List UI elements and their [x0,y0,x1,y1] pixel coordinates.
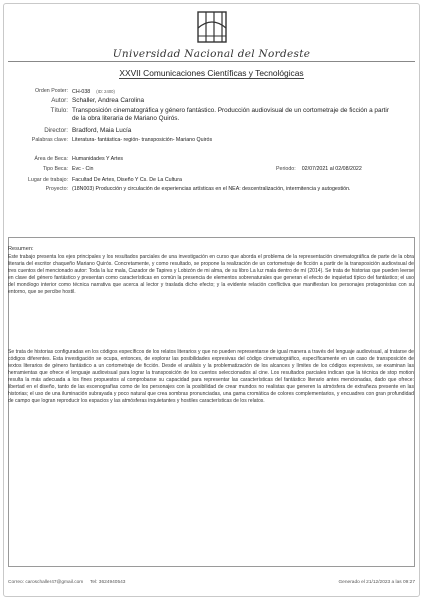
resumen-label: Resumen: [8,246,34,252]
keywords-label: Palabras clave: [31,137,68,143]
resumen-paragraph-2: Se trata de historias configuradas en los códigos específicos de los relatos literarios y que no pueden representarse de igual manera a través del lenguaje audiovisual, al tratarse de códigos diferentes. Esta investigación se ocupa, entonces, de explorar las posibilidades expresivas del código cinematográfico, específicamente en un caso de transposición de textos literarios de género fantástico a un cortometraje de ficción. Desde el análisis y la problematización de los alcances y límites de los códigos expresivos, se examinan las herramientas que ofrece el lenguaje audiovisual para lograr la transposición de los cuentos seleccionados al cine. Los resultados parciales indican que la técnica de stop motion resulta la más adecuada a los fines propuestos al comprobarse su capacidad para representar las características del fantástico literario antes mencionadas, dado que ofrece: libertad en el diseño, tanto de las escenografías como de los personajes con la posibilidad de crear mundos no realistas que generen la atmósfera de extrañeza presente en las historias; el uso de una iluminación subrayada y poco natural que crea sombras pronunciadas, una gama cromática de colores complementarios, y encuadres con gran profundidad de campo que logran reproducir los espacios y las atmósferas inquietantes y hostiles características de los relatos. [8,349,414,404]
periodo-label: Periodo: [276,166,296,172]
title-label: Título: [50,107,68,114]
order-label: Orden Poster: [35,88,68,94]
author-value: Schaller, Andrea Carolina [72,97,145,104]
resumen-paragraph-1: Este trabajo presenta los ejes principales y los resultados parciales de una investigación en curso que aborda el problema de la representación cinematográfica de parte de la obra literaria del escritor chaqueño Mariano Quirós. Concretamente, y como resultado, se propone la realización de un cortometraje de ficción a partir de la transposición audiovisual de tres cuentos del mencionado autor: Toda la luz mala, Cazador de Tapires y Lobizón de mi alma, de su libro La luz mala dentro de mí (2014). Se trata de historias que pueden leerse en clave del género fantástico y presentan como características en común la presencia de elementos sobrenaturales que generan el efecto de inquietud típico del fantástico; el uso del monólogo interior como técnica narrativa que acerca al lector y traslada dicho efecto; y la evidente relación conflictiva que manifiestan los personajes protagonistas con su entorno, que se percibe hostil. [8,254,414,295]
order-value [72,88,115,96]
director-label: Director: [44,127,68,134]
university-logo [0,8,423,46]
lugar-label: Lugar de trabajo: [27,177,68,183]
title-value: Transposición cinematográfica y género fantástico. Producción audiovisual de un cortometraje de ficción a partir de la obra literaria de Mariano Quirós. [72,107,389,123]
keywords-value: Literatura- fantástica- región- transposición- Mariano Quirós [72,137,213,143]
order-id: (ID: 2400) [96,89,115,94]
proyecto-label: Proyecto: [45,186,68,192]
footer-email: Correo: caroschaller47@gmail.com [8,580,84,585]
proyecto-value: (18N003) Producción y circulación de experiencias artísticas en el NEA: descentralización, intermitencia y autogestión. [72,186,351,192]
header-divider [8,61,415,62]
order-code: CH-038 [72,89,91,95]
periodo [276,166,362,173]
area-label: Área de Beca: [34,156,68,162]
event-title [0,68,423,78]
area-value: Humanidades Y Artes [72,156,124,162]
beca-label: Tipo Beca: [42,166,68,172]
periodo-value: 02/07/2021 al 02/08/2022 [301,166,362,172]
event-title-text: XXVII Comunicaciones Científicas y Tecnológicas [119,68,304,78]
beca-value: Evc - Cin [72,166,94,172]
footer-generated: Generado el 21/12/2023 a las 09:27 [338,580,415,585]
lugar-value: Facultad De Artes, Diseño Y Cs. De La Cultura [72,177,182,183]
director-value: Bradford, Maia Lucía [72,127,132,134]
author-label: Autor: [51,97,68,104]
unne-emblem-icon [194,8,230,46]
footer-phone: Tel: 3624940543 [90,580,126,585]
university-name: Universidad Nacional del Nordeste [112,48,311,60]
